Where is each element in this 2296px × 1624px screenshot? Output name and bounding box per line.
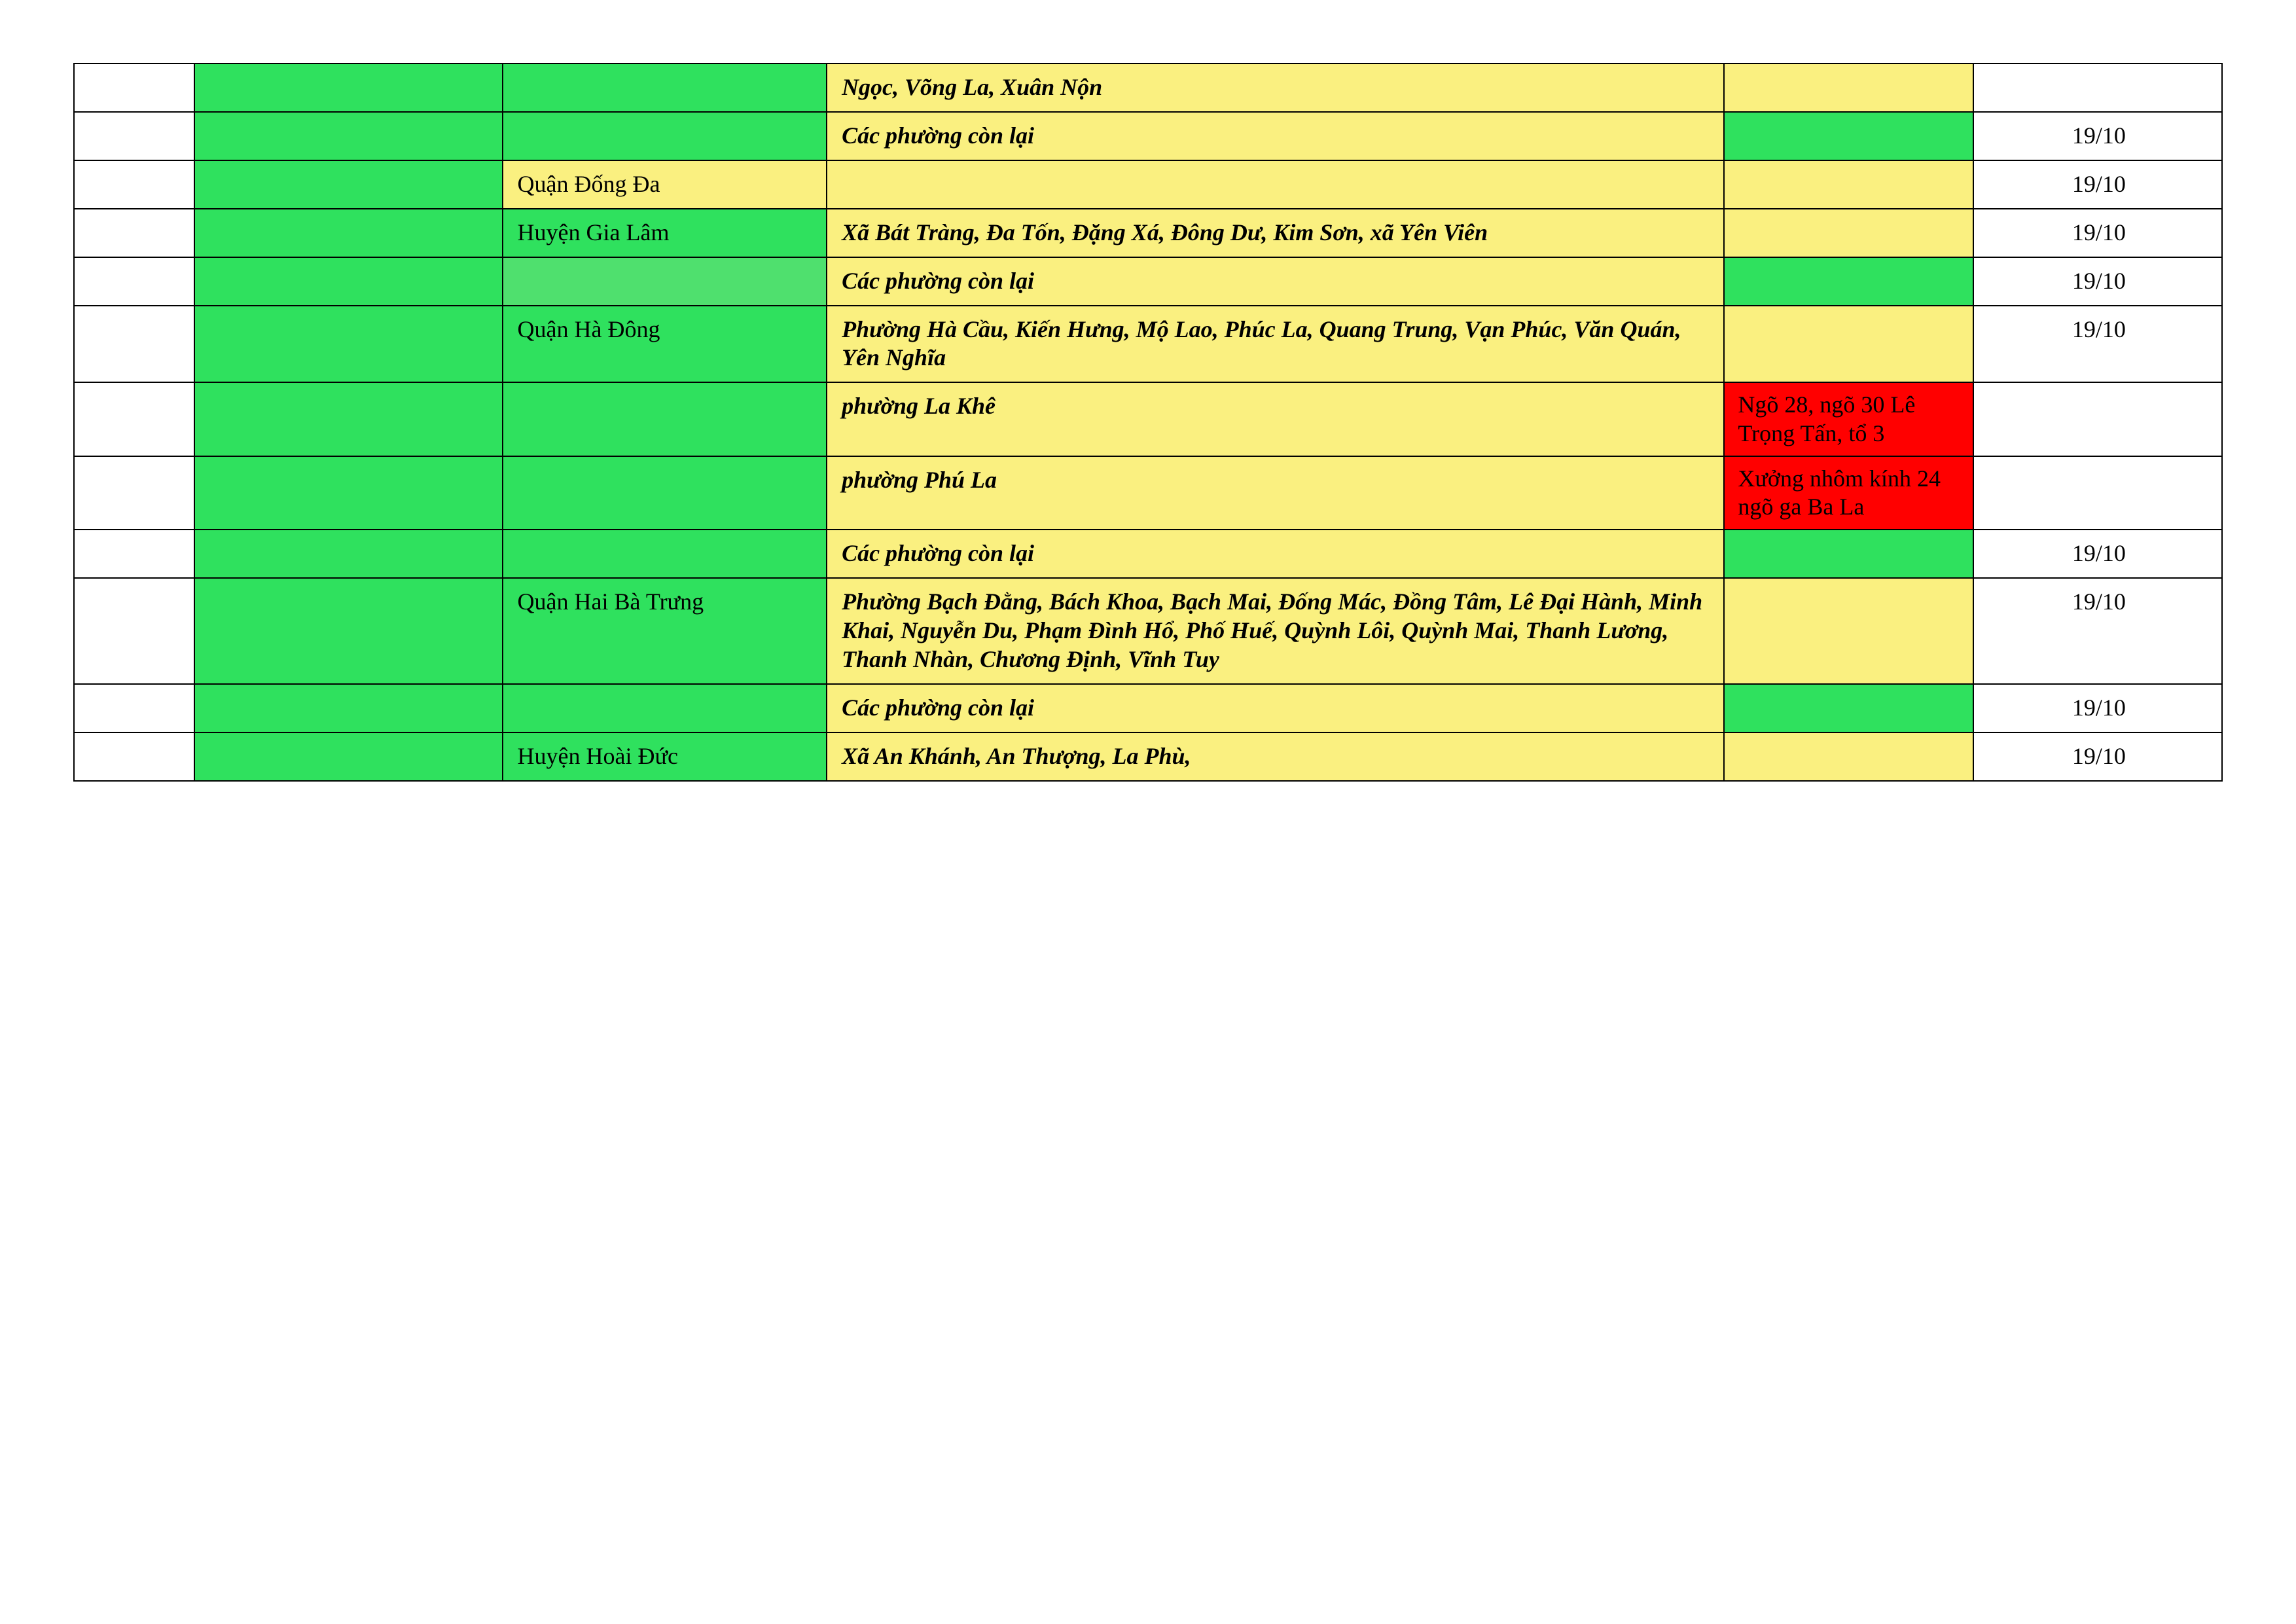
cell-index: [74, 578, 194, 684]
note-text: Ngõ 28, ngõ 30 Lê Trọng Tấn, tổ 3: [1738, 391, 1916, 446]
table-row: [74, 382, 2222, 456]
cell-wards: [827, 684, 1724, 732]
table-row: [74, 63, 2222, 112]
cell-group: [194, 257, 502, 306]
cell-group: [194, 456, 502, 530]
cell-note: [1724, 732, 1973, 781]
cell-district: [503, 456, 827, 530]
cell-district: [503, 382, 827, 456]
cell-note: [1724, 578, 1973, 684]
cell-date: 19/10: [1973, 578, 2222, 684]
cell-note: [1724, 112, 1973, 160]
cell-wards: [827, 732, 1724, 781]
cell-date: 19/10: [1973, 257, 2222, 306]
cell-wards: [827, 578, 1724, 684]
cell-date: [1973, 456, 2222, 530]
cell-note: [1724, 382, 1973, 456]
cell-group: [194, 382, 502, 456]
wards-text: Ngọc, Võng La, Xuân Nộn: [842, 74, 1103, 100]
cell-group: [194, 209, 502, 257]
cell-date: 19/10: [1973, 209, 2222, 257]
cell-date: 19/10: [1973, 530, 2222, 578]
table-row: [74, 112, 2222, 160]
note-text: Xưởng nhôm kính 24 ngõ ga Ba La: [1738, 465, 1941, 520]
cell-district: [503, 530, 827, 578]
cell-wards: [827, 382, 1724, 456]
cell-index: [74, 209, 194, 257]
cell-index: [74, 257, 194, 306]
table-row: [74, 209, 2222, 257]
cell-group: [194, 578, 502, 684]
cell-district: [503, 112, 827, 160]
cell-group: [194, 684, 502, 732]
wards-text: Các phường còn lại: [842, 540, 1034, 567]
cell-group: [194, 160, 502, 209]
table-row: [74, 257, 2222, 306]
cell-note: [1724, 456, 1973, 530]
cell-district: [503, 578, 827, 684]
cell-index: [74, 63, 194, 112]
cell-wards: [827, 456, 1724, 530]
cell-group: [194, 530, 502, 578]
cell-date: [1973, 382, 2222, 456]
cell-date: 19/10: [1973, 732, 2222, 781]
cell-wards: [827, 63, 1724, 112]
table-row: [74, 530, 2222, 578]
table-row: [74, 684, 2222, 732]
cell-note: [1724, 684, 1973, 732]
cell-date: 19/10: [1973, 160, 2222, 209]
cell-note: [1724, 257, 1973, 306]
cell-index: [74, 530, 194, 578]
table-row: [74, 456, 2222, 530]
cell-group: [194, 306, 502, 383]
cell-note: [1724, 306, 1973, 383]
districts-table: [73, 63, 2223, 782]
district-name: Quận Hà Đông: [517, 316, 660, 342]
cell-note: [1724, 209, 1973, 257]
cell-note: [1724, 160, 1973, 209]
cell-wards: [827, 257, 1724, 306]
district-name: Huyện Gia Lâm: [517, 219, 670, 245]
wards-text: phường La Khê: [842, 393, 996, 420]
wards-text: Xã An Khánh, An Thượng, La Phù,: [842, 742, 1191, 769]
district-name: Huyện Hoài Đức: [517, 742, 678, 769]
wards-text: [827, 161, 1723, 208]
cell-district: [503, 63, 827, 112]
cell-index: [74, 112, 194, 160]
table-row: [74, 306, 2222, 383]
cell-date: 19/10: [1973, 684, 2222, 732]
district-name: Quận Hai Bà Trưng: [517, 588, 704, 615]
cell-district: [503, 160, 827, 209]
cell-district: [503, 209, 827, 257]
cell-index: [74, 684, 194, 732]
district-name: Quận Đống Đa: [517, 170, 660, 197]
wards-text: Các phường còn lại: [842, 122, 1034, 149]
cell-wards: [827, 530, 1724, 578]
cell-index: [74, 732, 194, 781]
cell-date: 19/10: [1973, 112, 2222, 160]
cell-date: [1973, 63, 2222, 112]
cell-note: [1724, 530, 1973, 578]
cell-group: [194, 63, 502, 112]
wards-text: Các phường còn lại: [842, 267, 1034, 294]
wards-text: Phường Bạch Đằng, Bách Khoa, Bạch Mai, Đống Mác, Đồng Tâm, Lê Đại Hành, Minh Khai, Nguyễn Du, Phạm Đình Hổ, Phố Huế, Quỳnh Lôi, Quỳnh Mai, Thanh Lương, Thanh Nhàn, Chương Định, Vĩnh Tuy: [842, 588, 1703, 672]
cell-index: [74, 160, 194, 209]
wards-text: Phường Hà Cầu, Kiến Hưng, Mộ Lao, Phúc La, Quang Trung, Vạn Phúc, Văn Quán, Yên Nghĩa: [842, 316, 1681, 371]
cell-district: [503, 306, 827, 383]
cell-group: [194, 732, 502, 781]
cell-district: [503, 257, 827, 306]
cell-wards: [827, 160, 1724, 209]
wards-text: Các phường còn lại: [842, 694, 1034, 721]
cell-index: [74, 306, 194, 383]
wards-text: Xã Bát Tràng, Đa Tốn, Đặng Xá, Đông Dư, Kim Sơn, xã Yên Viên: [842, 219, 1488, 245]
cell-wards: [827, 209, 1724, 257]
cell-note: [1724, 63, 1973, 112]
cell-index: [74, 456, 194, 530]
cell-date: 19/10: [1973, 306, 2222, 383]
cell-district: [503, 732, 827, 781]
table-row: [74, 160, 2222, 209]
cell-district: [503, 684, 827, 732]
cell-wards: [827, 306, 1724, 383]
wards-text: phường Phú La: [842, 466, 997, 493]
table-row: [74, 732, 2222, 781]
cell-wards: [827, 112, 1724, 160]
table-row: [74, 578, 2222, 684]
cell-index: [74, 382, 194, 456]
cell-group: [194, 112, 502, 160]
